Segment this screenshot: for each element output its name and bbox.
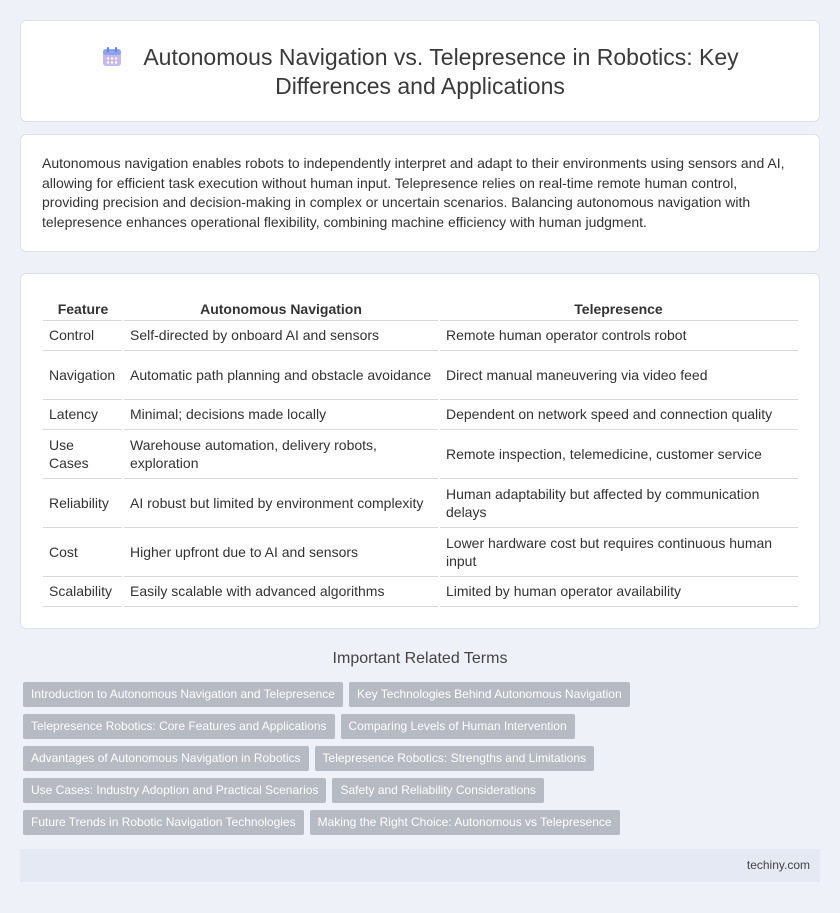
cell-feature: Scalability [43, 576, 123, 606]
cell-autonomous: AI robust but limited by environment complexity [123, 478, 439, 527]
cell-telepresence: Lower hardware cost but requires continuous human input [439, 527, 798, 576]
title-card [20, 20, 820, 122]
comparison-table [43, 295, 798, 607]
cell-telepresence: Dependent on network speed and connection quality [439, 399, 798, 429]
cell-telepresence: Remote human operator controls robot [439, 320, 798, 350]
related-term-tag[interactable]: Safety and Reliability Considerations [332, 778, 543, 803]
related-term-tag[interactable]: Introduction to Autonomous Navigation and Telepresence [23, 682, 343, 707]
table-row [43, 350, 798, 399]
cell-feature: Control [43, 320, 123, 350]
cell-autonomous: Warehouse automation, delivery robots, exploration [123, 429, 439, 478]
cell-telepresence: Remote inspection, telemedicine, customer service [439, 429, 798, 478]
cell-telepresence: Human adaptability but affected by communication delays [439, 478, 798, 527]
cell-telepresence: Limited by human operator availability [439, 576, 798, 606]
cell-autonomous: Self-directed by onboard AI and sensors [123, 320, 439, 350]
footer-site-link[interactable]: techiny.com [746, 858, 810, 872]
footer [20, 849, 820, 882]
header-feature: Feature [43, 295, 123, 320]
cell-feature: Latency [43, 399, 123, 429]
cell-autonomous: Minimal; decisions made locally [123, 399, 439, 429]
related-term-tag[interactable]: Telepresence Robotics: Core Features and Applications [23, 714, 335, 739]
intro-paragraph: Autonomous navigation enables robots to independently interpret and adapt to their environments using sensors and AI, allowing for efficient task execution without human input. Telepresence relies on real-time remote human control, providing precision and decision-making in complex or uncertain scenarios. Balancing autonomous navigation with telepresence enhances operational flexibility, combining machine efficiency with human judgment. [42, 155, 785, 230]
table-row [43, 527, 798, 576]
page-title-wrap [81, 43, 759, 101]
related-term-tag[interactable]: Comparing Levels of Human Intervention [341, 714, 575, 739]
related-term-tag[interactable]: Future Trends in Robotic Navigation Technologies [23, 810, 304, 835]
table-row [43, 478, 798, 527]
page-title: Autonomous Navigation vs. Telepresence in Robotics: Key Differences and Applications [143, 44, 739, 99]
cell-autonomous: Automatic path planning and obstacle avoidance [123, 350, 439, 399]
cell-feature: Navigation [43, 350, 123, 399]
related-term-tag[interactable]: Use Cases: Industry Adoption and Practical Scenarios [23, 778, 326, 803]
header-telepresence: Telepresence [439, 295, 798, 320]
cell-autonomous: Easily scalable with advanced algorithms [123, 576, 439, 606]
table-row [43, 429, 798, 478]
cell-feature: Cost [43, 527, 123, 576]
related-term-tag[interactable]: Telepresence Robotics: Strengths and Limitations [315, 746, 594, 771]
header-autonomous: Autonomous Navigation [123, 295, 439, 320]
cell-autonomous: Higher upfront due to AI and sensors [123, 527, 439, 576]
cell-feature: Use Cases [43, 429, 123, 478]
cell-telepresence: Direct manual maneuvering via video feed [439, 350, 798, 399]
related-terms-heading: Important Related Terms [332, 650, 508, 667]
related-term-tag[interactable]: Making the Right Choice: Autonomous vs Telepresence [310, 810, 620, 835]
table-row [43, 399, 798, 429]
related-term-tag[interactable]: Key Technologies Behind Autonomous Navigation [349, 682, 630, 707]
table-row [43, 320, 798, 350]
calendar-icon [101, 46, 123, 68]
table-header-row [43, 295, 798, 320]
related-terms-list [23, 682, 643, 842]
comparison-card [20, 273, 820, 629]
intro-card [20, 134, 820, 252]
cell-feature: Reliability [43, 478, 123, 527]
table-row [43, 576, 798, 606]
related-term-tag[interactable]: Advantages of Autonomous Navigation in Robotics [23, 746, 309, 771]
